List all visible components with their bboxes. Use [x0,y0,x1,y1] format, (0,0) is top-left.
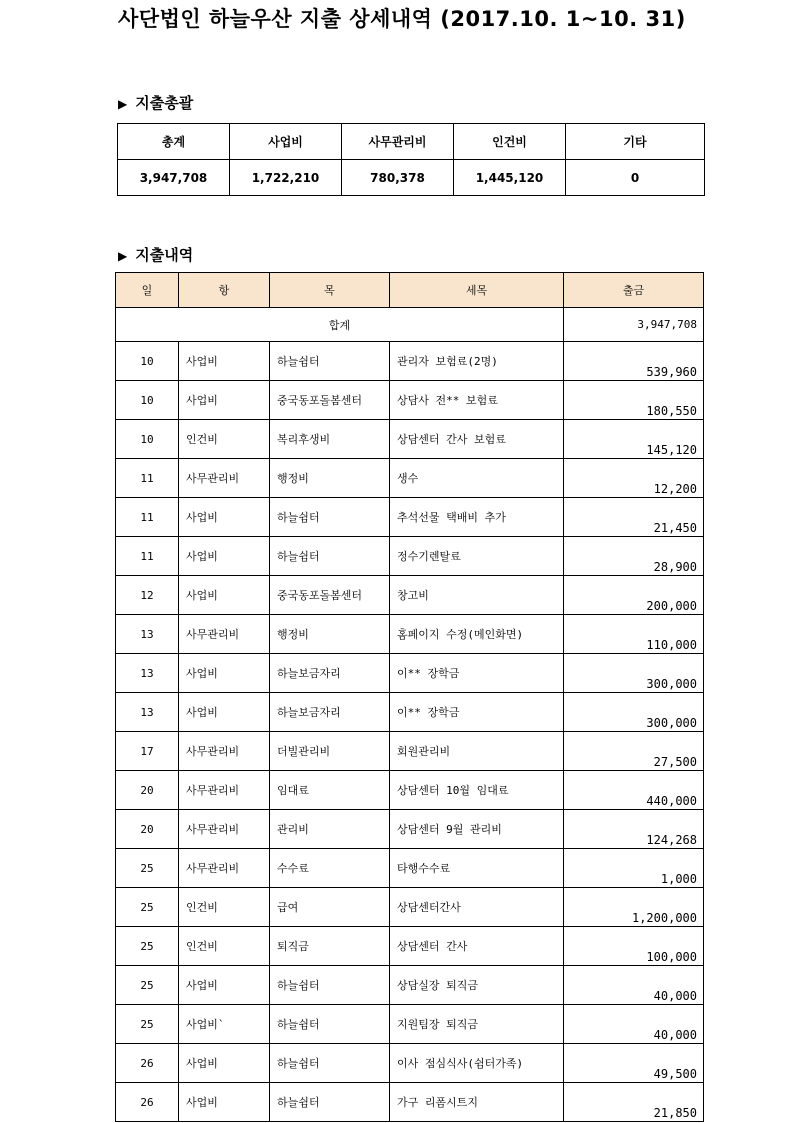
detail-total-row [116,308,704,342]
cell-category: 행정비 [270,615,390,654]
summary-table [117,123,705,196]
cell-detail: 회원관리비 [390,732,564,771]
table-row [116,420,704,459]
cell-item: 사업비 [179,381,270,420]
cell-day: 26 [116,1083,179,1122]
cell-item: 사업비 [179,654,270,693]
table-row [116,771,704,810]
cell-item: 사무관리비 [179,459,270,498]
page-title: 사단법인 하늘우산 지출 상세내역 (2017.10. 1~10. 31) [118,7,686,31]
cell-detail: 상담실장 퇴직금 [390,966,564,1005]
cell-category: 수수료 [270,849,390,888]
total-amount: 3,947,708 [564,308,704,342]
cell-detail: 생수 [390,459,564,498]
cell-amount: 28,900 [564,537,704,576]
cell-detail: 타행수수료 [390,849,564,888]
cell-amount: 49,500 [564,1044,704,1083]
cell-detail: 추석선물 택배비 추가 [390,498,564,537]
cell-detail: 상담센터 9월 관리비 [390,810,564,849]
cell-day: 20 [116,771,179,810]
summary-value-row [118,160,705,196]
cell-amount: 200,000 [564,576,704,615]
cell-day: 13 [116,654,179,693]
cell-category: 하늘쉼터 [270,537,390,576]
detail-heading [118,244,193,265]
summary-header-personnel: 인건비 [454,124,566,160]
cell-category: 하늘보금자리 [270,654,390,693]
cell-day: 11 [116,459,179,498]
cell-amount: 300,000 [564,654,704,693]
cell-category: 하늘쉼터 [270,1005,390,1044]
table-row [116,381,704,420]
table-row [116,498,704,537]
cell-amount: 300,000 [564,693,704,732]
cell-item: 사업비 [179,576,270,615]
summary-value-business: 1,722,210 [230,160,342,196]
cell-day: 13 [116,615,179,654]
cell-item: 사업비 [179,498,270,537]
cell-detail: 이** 장학금 [390,654,564,693]
total-label: 합계 [116,308,564,342]
detail-header-amount: 출금 [564,273,704,308]
detail-header-detail: 세목 [390,273,564,308]
cell-category: 복리후생비 [270,420,390,459]
cell-detail: 홈페이지 수정(메인화면) [390,615,564,654]
cell-item: 사업비 [179,537,270,576]
cell-category: 더빌관리비 [270,732,390,771]
cell-day: 25 [116,966,179,1005]
cell-category: 중국동포돌봄센터 [270,381,390,420]
cell-detail: 이** 장학금 [390,693,564,732]
cell-day: 10 [116,381,179,420]
cell-amount: 440,000 [564,771,704,810]
table-row [116,927,704,966]
cell-day: 12 [116,576,179,615]
cell-amount: 21,450 [564,498,704,537]
cell-detail: 가구 리폼시트지 [390,1083,564,1122]
table-row [116,615,704,654]
cell-item: 사업비 [179,1083,270,1122]
cell-detail: 정수기렌탈료 [390,537,564,576]
summary-header-office: 사무관리비 [342,124,454,160]
table-row [116,693,704,732]
cell-detail: 상담사 전** 보험료 [390,381,564,420]
cell-day: 25 [116,849,179,888]
table-row [116,459,704,498]
cell-item: 인건비 [179,927,270,966]
table-row [116,576,704,615]
detail-header-row [116,273,704,308]
summary-value-personnel: 1,445,120 [454,160,566,196]
cell-category: 하늘쉼터 [270,1044,390,1083]
cell-item: 사업비 [179,966,270,1005]
cell-detail: 상담센터 간사 보험료 [390,420,564,459]
cell-item: 인건비 [179,888,270,927]
summary-value-office: 780,378 [342,160,454,196]
cell-category: 하늘쉼터 [270,498,390,537]
detail-heading-label: 지출내역 [135,246,194,264]
cell-amount: 40,000 [564,1005,704,1044]
summary-heading-label: 지출총괄 [135,94,194,112]
cell-amount: 27,500 [564,732,704,771]
cell-amount: 145,120 [564,420,704,459]
cell-category: 하늘쉼터 [270,342,390,381]
cell-day: 10 [116,342,179,381]
cell-item: 사무관리비 [179,849,270,888]
table-row [116,1044,704,1083]
cell-category: 하늘보금자리 [270,693,390,732]
cell-amount: 180,550 [564,381,704,420]
cell-amount: 539,960 [564,342,704,381]
summary-value-total: 3,947,708 [118,160,230,196]
cell-item: 사무관리비 [179,615,270,654]
cell-day: 25 [116,1005,179,1044]
table-row [116,537,704,576]
table-row [116,810,704,849]
cell-amount: 100,000 [564,927,704,966]
cell-amount: 1,200,000 [564,888,704,927]
cell-day: 25 [116,927,179,966]
summary-header-business: 사업비 [230,124,342,160]
cell-amount: 40,000 [564,966,704,1005]
cell-amount: 124,268 [564,810,704,849]
cell-day: 11 [116,498,179,537]
cell-day: 17 [116,732,179,771]
cell-category: 급여 [270,888,390,927]
cell-detail: 상담센터 간사 [390,927,564,966]
cell-category: 임대료 [270,771,390,810]
table-row [116,342,704,381]
cell-day: 20 [116,810,179,849]
cell-amount: 1,000 [564,849,704,888]
cell-category: 하늘쉼터 [270,966,390,1005]
detail-header-item: 항 [179,273,270,308]
triangle-marker-icon: ▶ [118,97,128,111]
table-row [116,732,704,771]
table-row [116,1083,704,1122]
summary-header-row [118,124,705,160]
cell-category: 중국동포돌봄센터 [270,576,390,615]
cell-amount: 21,850 [564,1083,704,1122]
detail-table [115,272,704,1122]
cell-day: 11 [116,537,179,576]
table-row [116,654,704,693]
cell-item: 사업비 [179,693,270,732]
cell-day: 26 [116,1044,179,1083]
table-row [116,966,704,1005]
cell-item: 사업비` [179,1005,270,1044]
summary-heading [118,92,193,113]
table-row [116,849,704,888]
summary-value-other: 0 [566,160,705,196]
summary-header-total: 총계 [118,124,230,160]
cell-day: 10 [116,420,179,459]
cell-day: 13 [116,693,179,732]
detail-header-category: 목 [270,273,390,308]
cell-item: 사무관리비 [179,732,270,771]
cell-item: 사무관리비 [179,771,270,810]
cell-day: 25 [116,888,179,927]
cell-item: 인건비 [179,420,270,459]
cell-category: 퇴직금 [270,927,390,966]
cell-category: 하늘쉼터 [270,1083,390,1122]
cell-amount: 110,000 [564,615,704,654]
table-row [116,1005,704,1044]
cell-amount: 12,200 [564,459,704,498]
cell-item: 사무관리비 [179,810,270,849]
cell-detail: 창고비 [390,576,564,615]
cell-item: 사업비 [179,1044,270,1083]
cell-detail: 관리자 보험료(2명) [390,342,564,381]
triangle-marker-icon: ▶ [118,249,128,263]
cell-detail: 상담센터 10월 임대료 [390,771,564,810]
cell-detail: 상담센터간사 [390,888,564,927]
table-row [116,888,704,927]
summary-header-other: 기타 [566,124,705,160]
cell-category: 관리비 [270,810,390,849]
cell-detail: 이사 점심식사(쉼터가족) [390,1044,564,1083]
cell-item: 사업비 [179,342,270,381]
cell-detail: 지원팀장 퇴직금 [390,1005,564,1044]
cell-category: 행정비 [270,459,390,498]
detail-header-day: 일 [116,273,179,308]
